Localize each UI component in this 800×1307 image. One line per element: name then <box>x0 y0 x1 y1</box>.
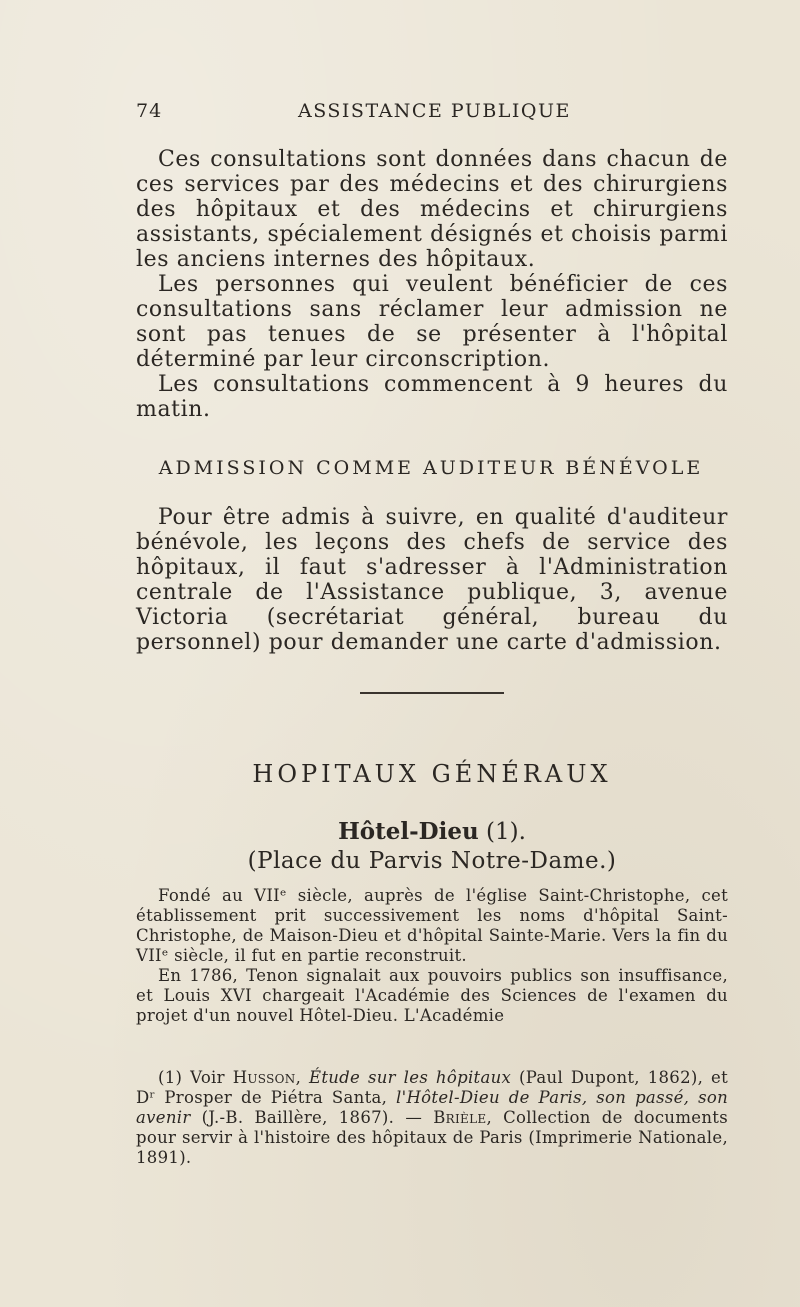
hotel-name: Hôtel-Dieu <box>338 818 479 845</box>
hotel-dieu-title <box>136 818 728 845</box>
footnote-author: Husson <box>232 1068 296 1087</box>
hotel-location: (Place du Parvis Notre-Dame.) <box>247 848 617 874</box>
footnote-paragraph <box>136 1068 728 1168</box>
footnote-text: (1) Voir <box>158 1068 225 1087</box>
footnote-title: Étude sur les hôpitaux <box>308 1068 512 1087</box>
footnote-text: , <box>295 1068 302 1087</box>
paragraph: En 1786, Tenon signalait aux pouvoirs publics son insuffisance, et Louis XVI chargeait l'Académie des Sciences de l'examen du projet d'un nouvel Hôtel-Dieu. L'Académie <box>136 966 728 1025</box>
footnote-text: , Collection de documents pour servir à l'histoire des hôpitaux de Paris (Imprimerie Nationale, 1891). <box>136 1108 728 1167</box>
footnote-ref: (1). <box>486 819 526 845</box>
hotel-history-text <box>136 886 728 1026</box>
footnote-author: Brièle <box>433 1108 487 1127</box>
footnote-title: l'Hôtel-Dieu de Paris, son passé, son avenir <box>136 1088 728 1127</box>
paragraph: Fondé au VIIᵉ siècle, auprès de l'église Saint-Christophe, cet établissement prit successivement les noms d'hôpital Saint-Christophe, de Maison-Dieu et d'hôpital Sainte-Marie. Vers la fin du VIIᵉ siècle, il fut en partie reconstruit. <box>136 886 728 965</box>
section-heading-admission: ADMISSION COMME AUDITEUR BÉNÉVOLE <box>158 457 704 479</box>
paragraph: Les personnes qui veulent bénéficier de ces consultations sans réclamer leur admission ne sont pas tenues de se présenter à l'hôpital déterminé par leur circonscription. <box>136 272 728 372</box>
consultations-text <box>136 147 728 422</box>
paragraph: Ces consultations sont données dans chacun de ces services par des médecins et des chirurgiens des hôpitaux et des médecins et chirurgiens assistants, spécialement désignés et choisis parmi les anciens internes des hôpitaux. <box>136 147 728 272</box>
paragraph: Pour être admis à suivre, en qualité d'auditeur bénévole, les leçons des chefs de service des hôpitaux, il faut s'adresser à l'Administration centrale de l'Assistance publique, 3, avenue Victoria (secrétariat général, bureau du personnel) pour demander une carte d'admission. <box>136 505 728 655</box>
paragraph: Les consultations commencent à 9 heures du matin. <box>136 372 728 422</box>
admission-text <box>136 505 728 655</box>
footnote-text: (Paul Dupont, 1862), et Dʳ Prosper de Piétra Santa, <box>136 1068 729 1107</box>
page-header <box>136 100 726 128</box>
footnote <box>136 1068 728 1168</box>
running-head: ASSISTANCE PUBLIQUE <box>298 100 571 122</box>
footnote-text: (J.-B. Baillère, 1867). — <box>201 1108 423 1127</box>
chapter-heading: HOPITAUX GÉNÉRAUX <box>252 760 612 788</box>
section-divider <box>360 692 504 694</box>
page-number: 74 <box>136 100 163 122</box>
